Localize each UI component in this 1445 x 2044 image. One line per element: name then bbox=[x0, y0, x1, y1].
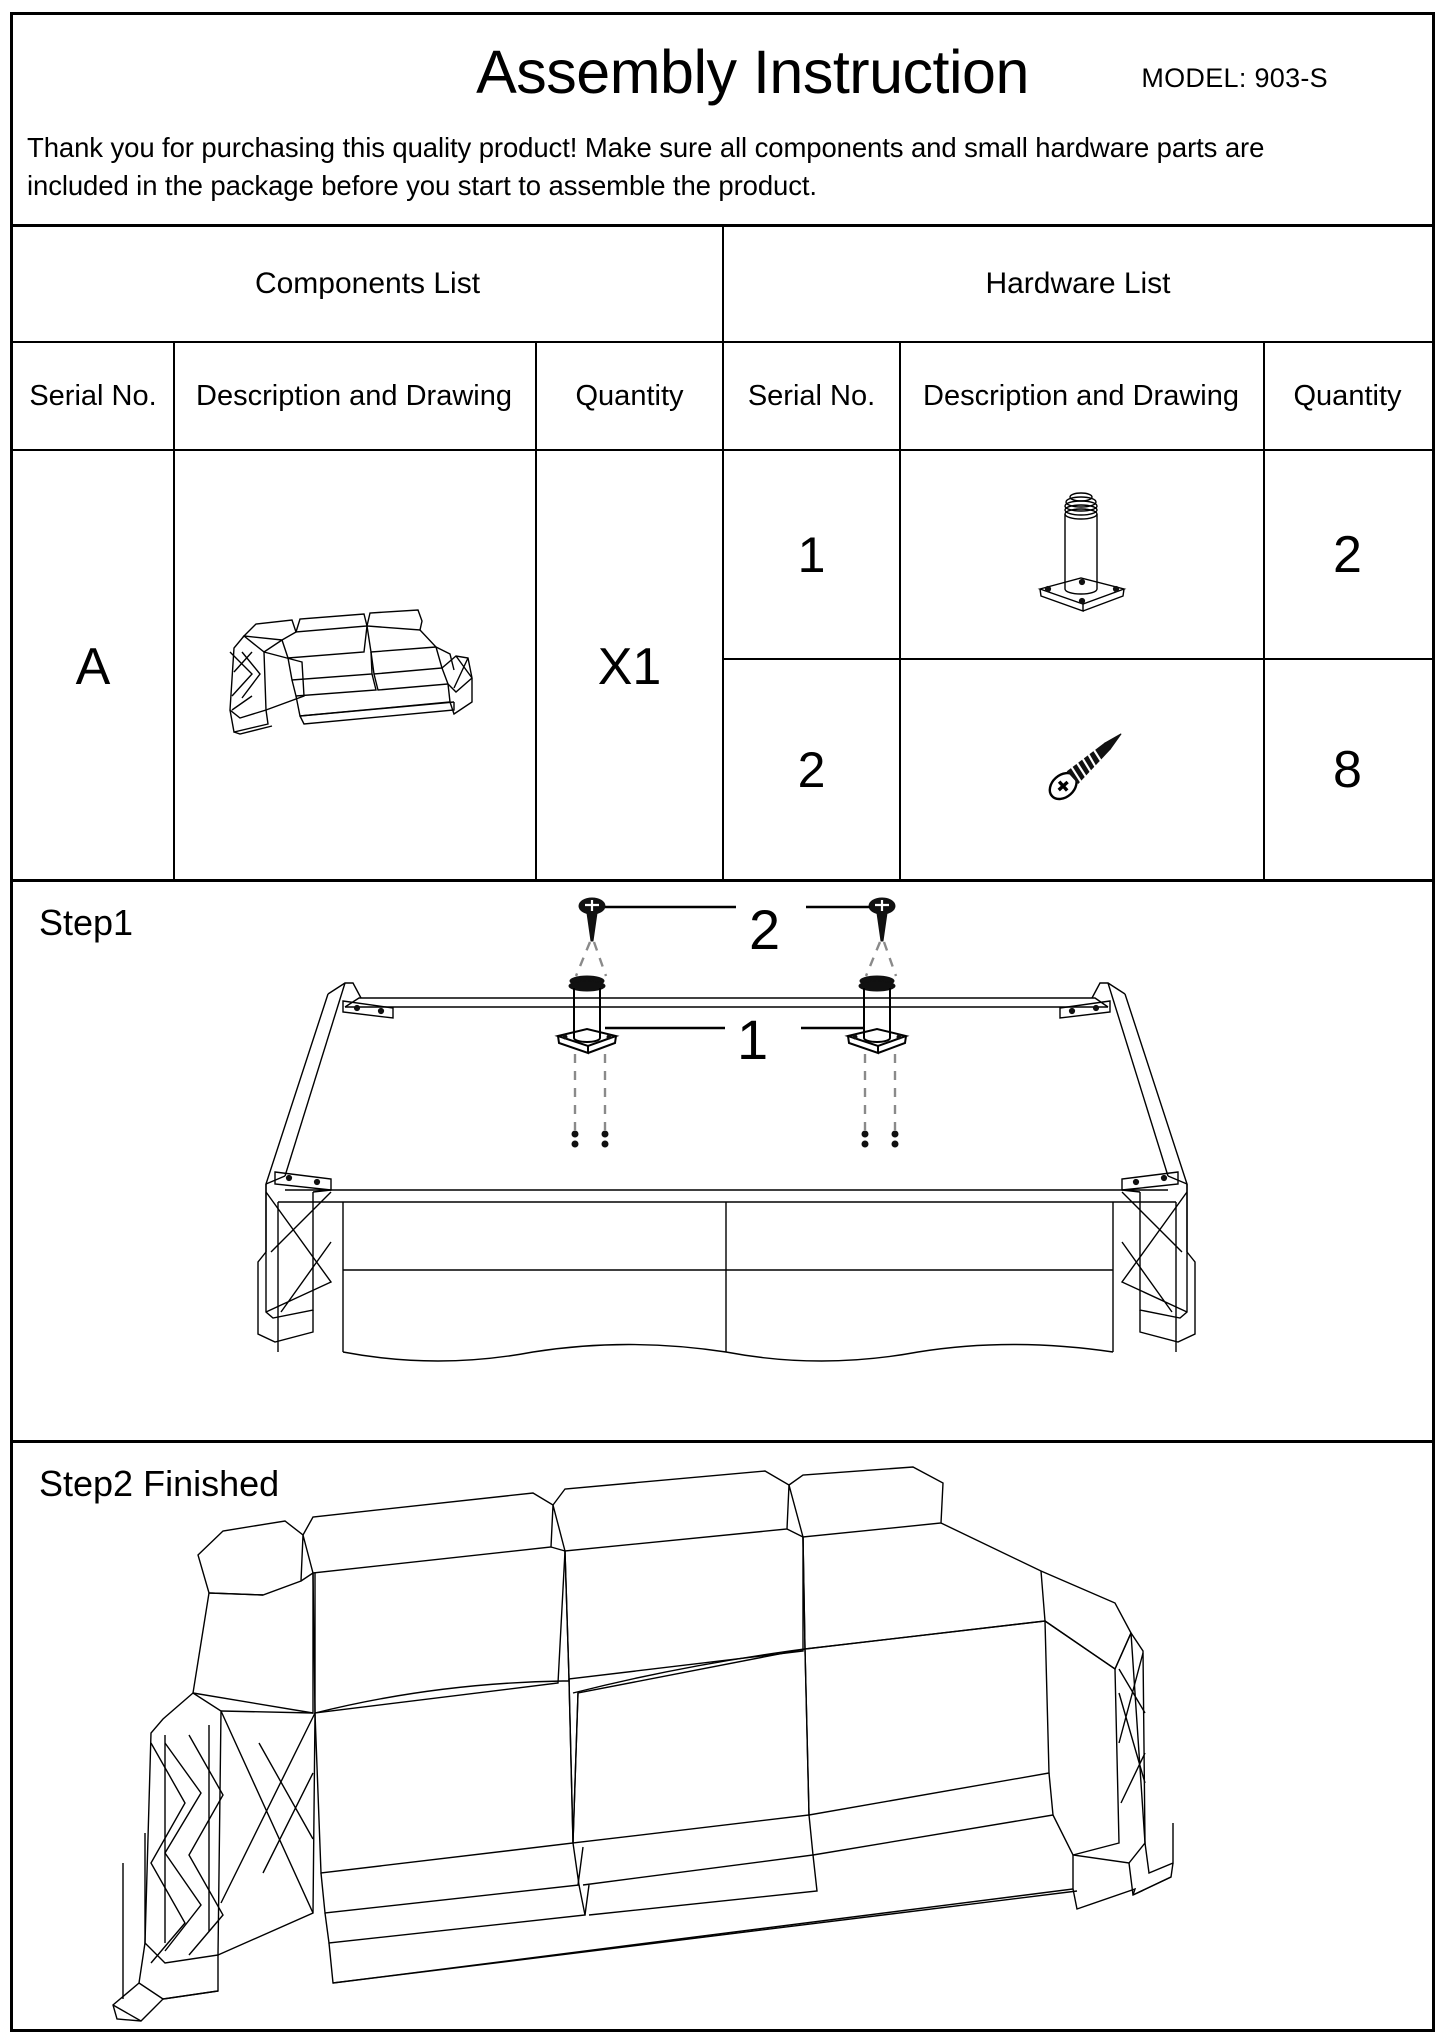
callout-leg-number: 1 bbox=[737, 1008, 769, 1071]
hardware-list-caption: Hardware List bbox=[724, 227, 1432, 343]
hardware-col-quantity-header: Quantity bbox=[1263, 343, 1432, 451]
finished-sofa-diagram bbox=[13, 1443, 1432, 2029]
callout-screw-number: 2 bbox=[749, 898, 781, 961]
hardware-row-2-quantity: 8 bbox=[1333, 741, 1362, 799]
hardware-row-2-serial: 2 bbox=[797, 742, 826, 798]
components-col-description-header: Description and Drawing bbox=[173, 343, 535, 451]
hardware-list-table bbox=[724, 227, 1432, 879]
intro-line-2: included in the package before you start to assemble the product. bbox=[27, 169, 817, 201]
component-row-quantity: X1 bbox=[597, 637, 662, 696]
hardware-col-serial-header: Serial No. bbox=[724, 343, 899, 451]
model-label: MODEL: 903-S bbox=[1141, 63, 1328, 93]
intro-paragraph bbox=[27, 129, 1427, 205]
header bbox=[13, 15, 1432, 227]
components-list-table bbox=[13, 227, 724, 879]
step-2-section bbox=[13, 1443, 1432, 2029]
component-row-serial: A bbox=[75, 637, 111, 696]
step-1-section bbox=[13, 882, 1432, 1443]
components-col-serial-header: Serial No. bbox=[13, 343, 173, 451]
hardware-row-1-quantity: 2 bbox=[1333, 525, 1362, 584]
components-col-quantity-header: Quantity bbox=[535, 343, 724, 451]
step-2-label: Step2 Finished bbox=[39, 1463, 280, 1504]
sofa-upside-down-with-legs-diagram bbox=[13, 882, 1432, 1443]
title-row bbox=[13, 15, 1432, 133]
page-title: Assembly Instruction bbox=[476, 38, 1029, 106]
hardware-col-description-header: Description and Drawing bbox=[899, 343, 1263, 451]
components-list-caption: Components List bbox=[13, 227, 722, 343]
screw-icon bbox=[899, 658, 1263, 882]
sofa-leg-icon bbox=[899, 451, 1263, 658]
hardware-row-1-serial: 1 bbox=[797, 526, 826, 583]
parts-tables bbox=[13, 227, 1432, 882]
sofa-icon bbox=[173, 451, 535, 882]
intro-line-1: Thank you for purchasing this quality product! Make sure all components and small hardware parts are bbox=[27, 132, 1265, 163]
step-1-label: Step1 bbox=[39, 902, 134, 943]
